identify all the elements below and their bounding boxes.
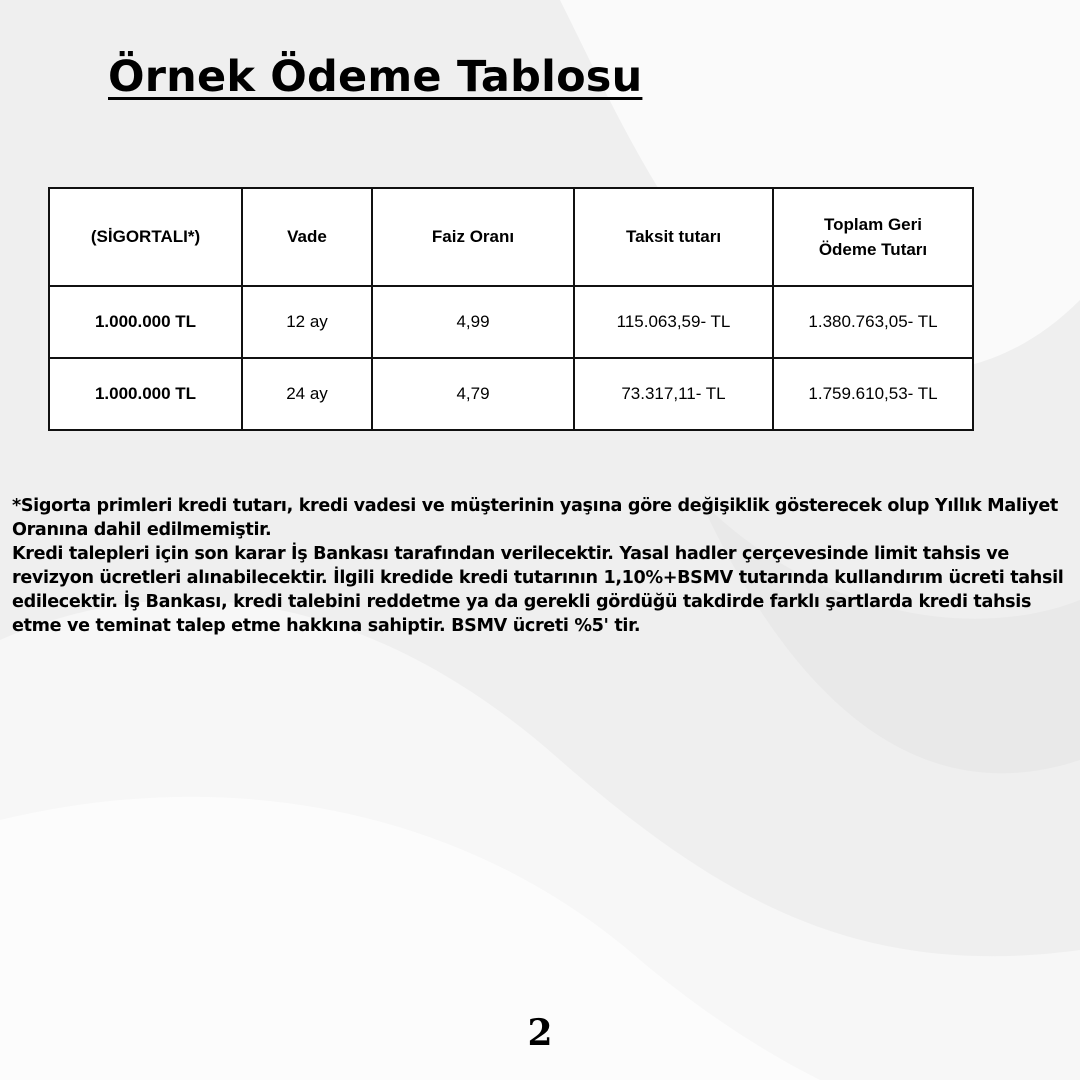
header-cell-term: Vade — [242, 188, 372, 286]
page-number: 2 — [527, 1012, 553, 1054]
table-header-row — [49, 188, 973, 286]
cell-rate: 4,99 — [372, 286, 574, 358]
insurance-note: *Sigorta primleri kredi tutarı, kredi vadesi ve müşterinin yaşına göre değişiklik gösterecek olup Yıllık Maliyet Oranına dahil edilmemiştir. — [12, 496, 1058, 540]
header-cell-interest-rate: Faiz Oranı — [372, 188, 574, 286]
cell-term: 24 ay — [242, 358, 372, 430]
payment-table — [48, 187, 974, 431]
cell-total: 1.759.610,53- TL — [773, 358, 973, 430]
header-cell-insured: (SİGORTALI*) — [49, 188, 242, 286]
cell-rate: 4,79 — [372, 358, 574, 430]
credit-terms-note: Kredi talepleri için son karar İş Bankası tarafından verilecektir. Yasal hadler çerçevesinde limit tahsis ve revizyon ücretleri alınabilecektir. İlgili kredide kredi tutarının 1,10%+BSMV tutarında kullandırım ücreti tahsil edilecektir. İş Bankası, kredi talebini reddetme ya da gerekli gördüğü takdirde farklı şartlarda kredi tahsis etme ve teminat talep etme hakkına sahiptir. BSMV ücreti %5' tir. — [12, 544, 1064, 636]
cell-total: 1.380.763,05- TL — [773, 286, 973, 358]
header-cell-total-repayment: Toplam Geri Ödeme Tutarı — [773, 188, 973, 286]
cell-amount: 1.000.000 TL — [49, 358, 242, 430]
cell-installment: 115.063,59- TL — [574, 286, 773, 358]
table-row — [49, 286, 973, 358]
page-title: Örnek Ödeme Tablosu — [108, 52, 643, 102]
cell-amount: 1.000.000 TL — [49, 286, 242, 358]
table-row — [49, 358, 973, 430]
disclaimer-notes — [12, 494, 1074, 638]
cell-installment: 73.317,11- TL — [574, 358, 773, 430]
cell-term: 12 ay — [242, 286, 372, 358]
header-cell-installment: Taksit tutarı — [574, 188, 773, 286]
